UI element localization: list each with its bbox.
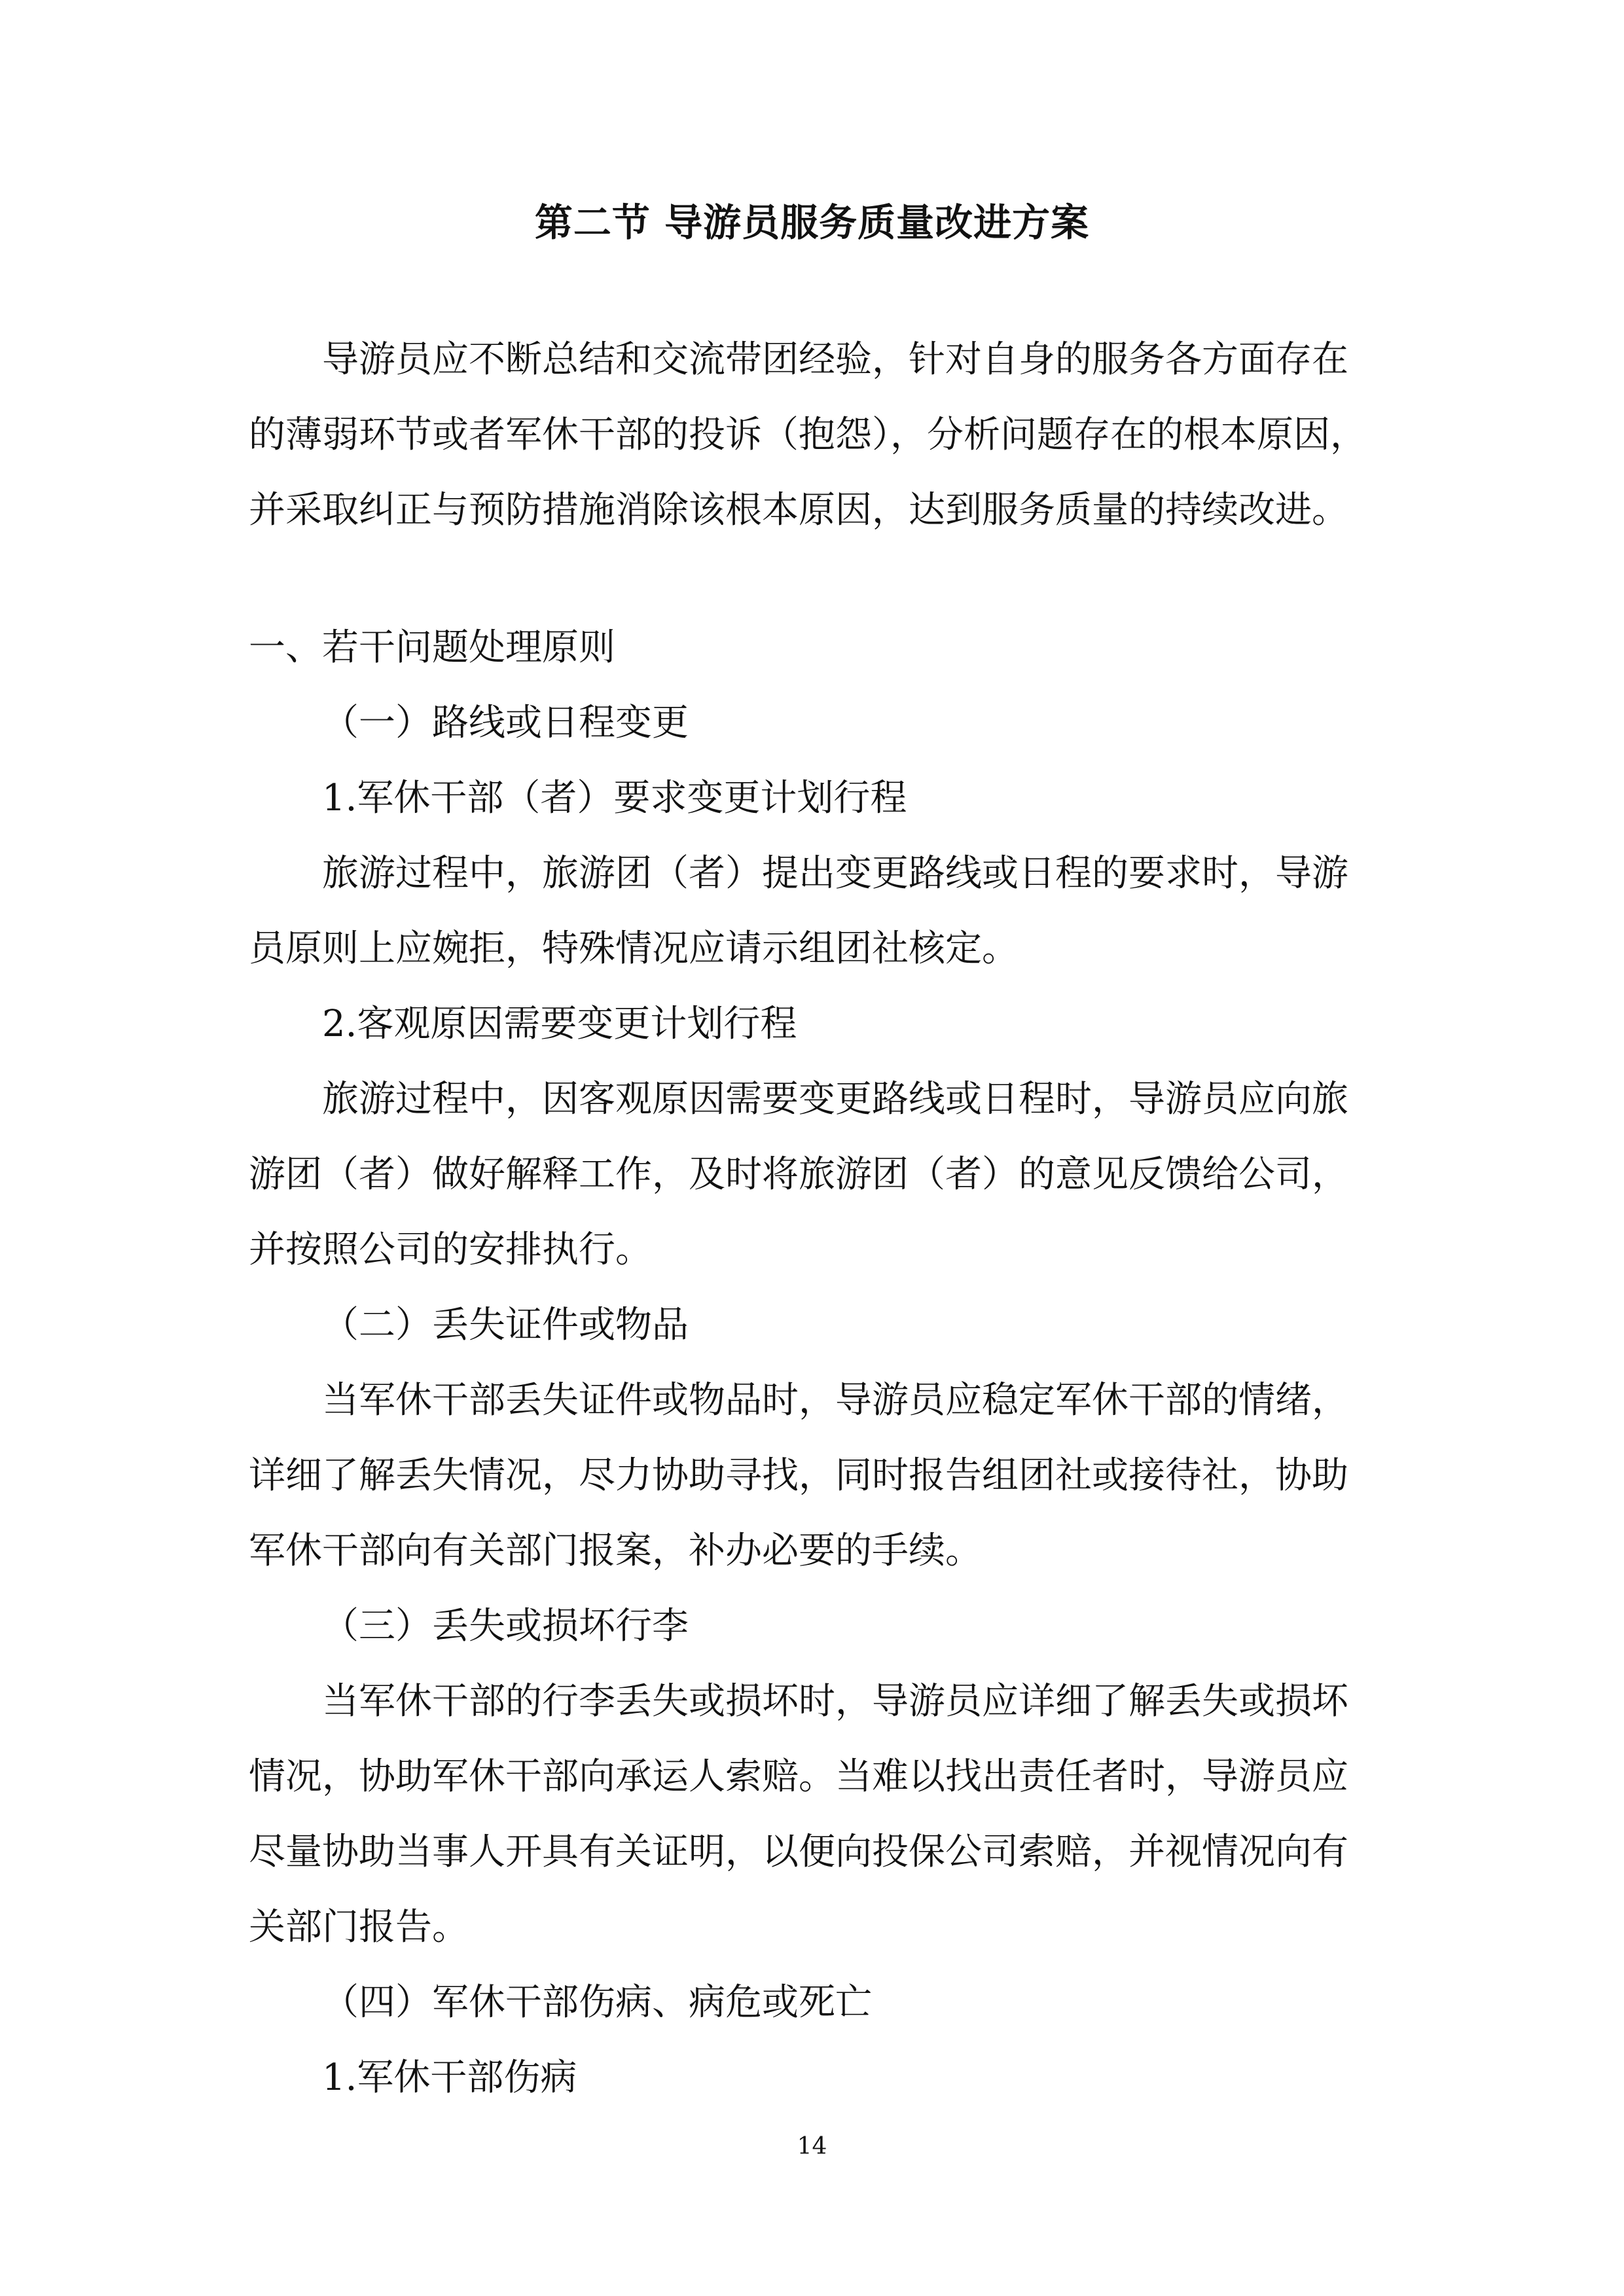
heading-level-2: （三）丢失或损坏行李: [322, 1605, 689, 1647]
paragraph-line: 关部门报告。: [249, 1906, 469, 1948]
paragraph-line: 详细了解丢失情况，尽力协助寻找，同时报告组团社或接待社，协助: [249, 1454, 1348, 1497]
paragraph-line: 军休干部向有关部门报案，补办必要的手续。: [249, 1530, 982, 1572]
heading-level-3: 2.客观原因需要变更计划行程: [322, 1003, 797, 1045]
heading-level-2: （二）丢失证件或物品: [322, 1304, 689, 1346]
paragraph-line: 员原则上应婉拒，特殊情况应请示组团社核定。: [249, 927, 1019, 970]
paragraph-line: 游团（者）做好解释工作，及时将旅游团（者）的意见反馈给公司，: [249, 1153, 1348, 1196]
paragraph-line: 当军休干部的行李丢失或损坏时，导游员应详细了解丢失或损坏: [322, 1680, 1348, 1723]
paragraph-line: 并采取纠正与预防措施消除该根本原因，达到服务质量的持续改进。: [249, 489, 1348, 531]
paragraph-line: 当军休干部丢失证件或物品时，导游员应稳定军休干部的情绪，: [322, 1379, 1348, 1422]
paragraph-line: 情况，协助军休干部向承运人索赔。当难以找出责任者时，导游员应: [249, 1755, 1348, 1798]
paragraph-line: 旅游过程中，旅游团（者）提出变更路线或日程的要求时，导游: [322, 852, 1348, 895]
heading-level-2: （一）路线或日程变更: [322, 702, 689, 744]
paragraph-line: 尽量协助当事人开具有关证明，以便向投保公司索赔，并视情况向有: [249, 1831, 1348, 1873]
page-number: 14: [797, 2133, 827, 2160]
heading-level-2: （四）军休干部伤病、病危或死亡: [322, 1981, 872, 2024]
paragraph-line: 的薄弱环节或者军休干部的投诉（抱怨），分析问题存在的根本原因，: [249, 414, 1367, 456]
paragraph-line: 旅游过程中，因客观原因需要变更路线或日程时，导游员应向旅: [322, 1078, 1348, 1121]
paragraph-line: 导游员应不断总结和交流带团经验，针对自身的服务各方面存在: [322, 338, 1348, 381]
heading-level-1: 一、若干问题处理原则: [249, 626, 615, 669]
section-title: 第二节 导游员服务质量改进方案: [534, 200, 1090, 245]
paragraph-line: 并按照公司的安排执行。: [249, 1229, 652, 1271]
heading-level-3: 1.军休干部伤病: [322, 2056, 577, 2099]
heading-level-3: 1.军休干部（者）要求变更计划行程: [322, 777, 907, 819]
